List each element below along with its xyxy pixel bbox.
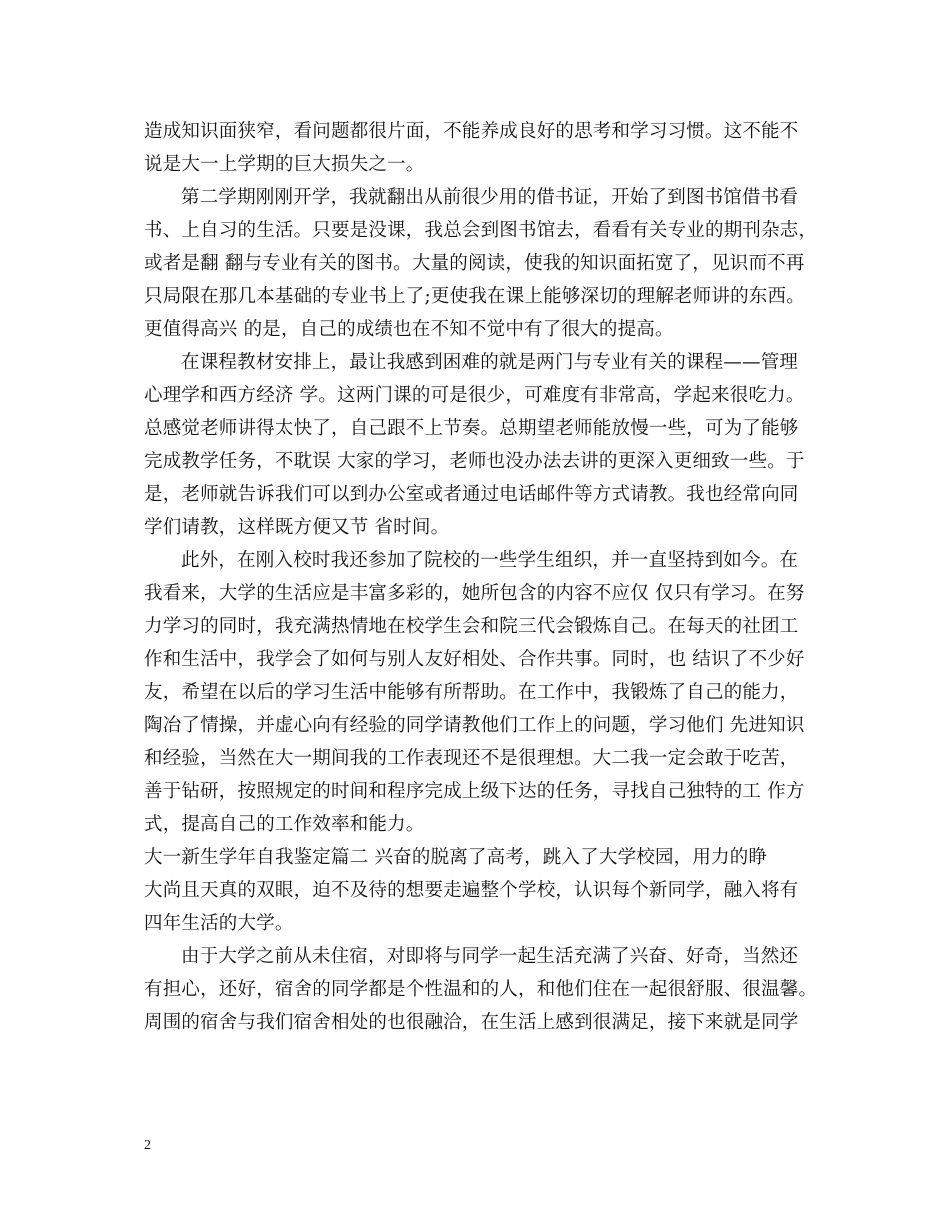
text-line: 和经验，当然在大一期间我的工作表现还不是很理想。大二我一定会敢于吃苦， [144, 748, 799, 769]
text-line: 学们请教，这样既方便又节 省时间。 [144, 517, 450, 538]
text-line: 作和生活中，我学会了如何与别人友好相处、合作共事。同时，也 结识了不少好 [144, 649, 805, 670]
paragraph-start-line: 在课程教材安排上，最让我感到困难的就是两门与专业有关的课程——管理 [181, 352, 799, 373]
section-heading-line: 大一新生学年自我鉴定篇二 兴奋的脱离了高考，跳入了大学校园，用力的睁 [144, 847, 768, 868]
text-line: 说是大一上学期的巨大损失之一。 [144, 154, 425, 175]
text-line: 我看来，大学的生活应是丰富多彩的，她所包含的内容不应仅 仅只有学习。在努 [144, 583, 805, 604]
paragraph-start-line: 第二学期刚刚开学，我就翻出从前很少用的借书证，开始了到图书馆借书看 [181, 187, 799, 208]
text-line: 式，提高自己的工作效率和能力。 [144, 814, 425, 835]
text-line: 心理学和西方经济 学。这两门课的可是很少，可难度有非常高，学起来很吃力。 [144, 385, 805, 406]
text-line: 更值得高兴 的是，自己的成绩也在不知不觉中有了很大的提高。 [144, 319, 674, 340]
paragraph-start-line: 由于大学之前从未住宿，对即将与同学一起生活充满了兴奋、好奇，当然还 [181, 946, 799, 967]
text-line: 力学习的同时，我充满热情地在校学生会和院三代会锻炼自己。在每天的社团工 [144, 616, 799, 637]
text-line: 周围的宿舍与我们宿舍相处的也很融洽，在生活上感到很满足，接下来就是同学 [144, 1012, 799, 1033]
text-line: 书、上自习的生活。只要是没课，我总会到图书馆去，看看有关专业的期刊杂志， [144, 220, 818, 241]
text-line: 善于钻研，按照规定的时间和程序完成上级下达的任务，寻找自己独特的工 作方 [144, 781, 805, 802]
text-line: 或者是翻 翻与专业有关的图书。大量的阅读，使我的知识面拓宽了，见识而不再 [144, 253, 805, 274]
text-line: 大尚且天真的双眼，迫不及待的想要走遍整个学校，认识每个新同学，融入将有 [144, 880, 799, 901]
document-body [144, 115, 816, 1039]
text-line: 陶冶了情操，并虚心向有经验的同学请教他们工作上的问题，学习他们 先进知识 [144, 715, 805, 736]
text-line: 只局限在那几本基础的专业书上了;更使我在课上能够深切的理解老师讲的东西。 [144, 286, 805, 307]
text-line: 造成知识面狭窄，看问题都很片面，不能养成良好的思考和学习习惯。这不能不 [144, 121, 799, 142]
text-line: 友，希望在以后的学习生活中能够有所帮助。在工作中，我锻炼了自己的能力， [144, 682, 799, 703]
text-line: 有担心，还好，宿舍的同学都是个性温和的人，和他们住在一起很舒服、很温馨。 [144, 979, 818, 1000]
page-number: 2 [144, 1138, 151, 1153]
paragraph-start-line: 此外，在刚入校时我还参加了院校的一些学生组织，并一直坚持到如今。在 [181, 550, 799, 571]
text-line: 完成教学任务，不耽误 大家的学习，老师也没办法去讲的更深入更细致一些。于 [144, 451, 805, 472]
text-line: 总感觉老师讲得太快了，自己跟不上节奏。总期望老师能放慢一些，可为了能够 [144, 418, 799, 439]
text-line: 是，老师就告诉我们可以到办公室或者通过电话邮件等方式请教。我也经常向同 [144, 484, 799, 505]
text-line: 四年生活的大学。 [144, 913, 294, 934]
